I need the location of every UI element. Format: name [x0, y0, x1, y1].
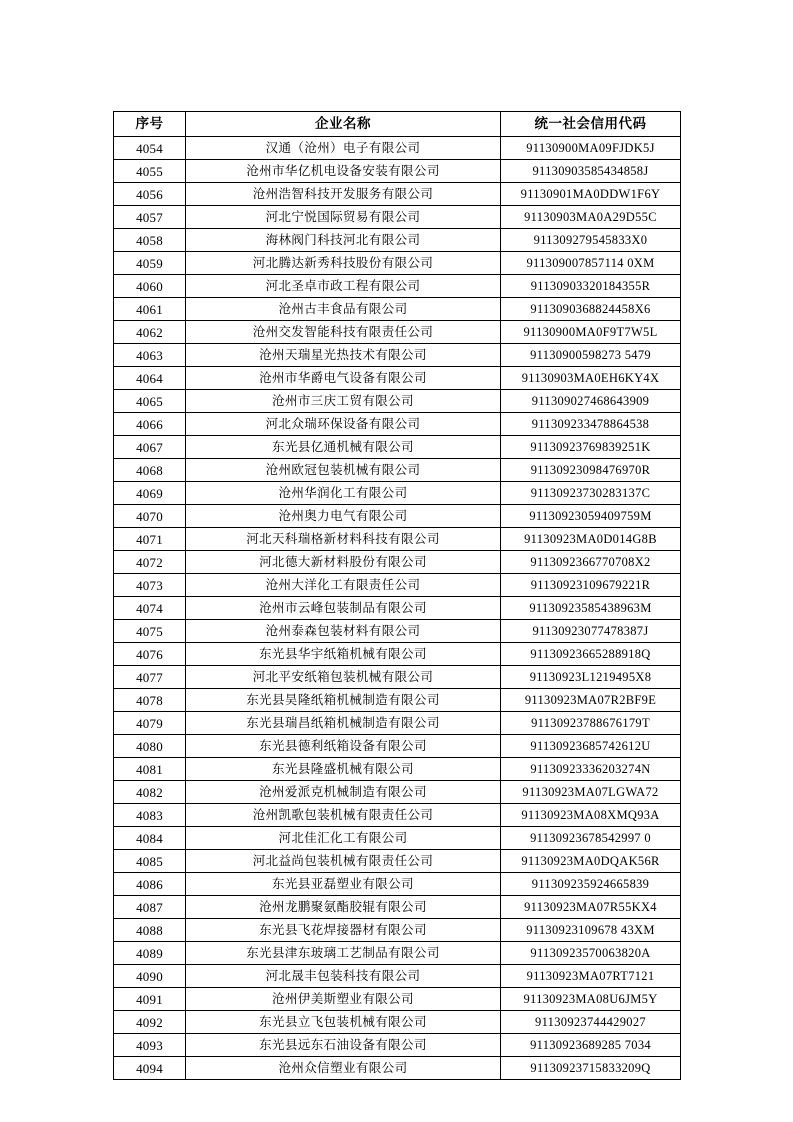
- cell-company-name: 沧州华润化工有限公司: [186, 482, 501, 505]
- table-row: [114, 459, 681, 482]
- cell-credit-code: 9113092366770708X2: [501, 551, 681, 574]
- table-row: [114, 666, 681, 689]
- cell-credit-code: 911309233478864538: [501, 413, 681, 436]
- cell-credit-code: 91130900MA09FJDK5J: [501, 137, 681, 160]
- cell-sequence: 4070: [114, 505, 186, 528]
- table-row: [114, 896, 681, 919]
- cell-credit-code: 911309027468643909: [501, 390, 681, 413]
- table-row: [114, 965, 681, 988]
- cell-sequence: 4055: [114, 160, 186, 183]
- cell-company-name: 沧州天瑞星光热技术有限公司: [186, 344, 501, 367]
- cell-sequence: 4058: [114, 229, 186, 252]
- cell-company-name: 汉通（沧州）电子有限公司: [186, 137, 501, 160]
- cell-sequence: 4054: [114, 137, 186, 160]
- cell-credit-code: 91130923570063820A: [501, 942, 681, 965]
- cell-company-name: 河北德大新材料股份有限公司: [186, 551, 501, 574]
- table-header-row: [114, 112, 681, 137]
- cell-company-name: 东光县亚磊塑业有限公司: [186, 873, 501, 896]
- cell-credit-code: 91130923685742612U: [501, 735, 681, 758]
- cell-sequence: 4090: [114, 965, 186, 988]
- cell-company-name: 东光县立飞包装机械有限公司: [186, 1011, 501, 1034]
- table-row: [114, 183, 681, 206]
- cell-credit-code: 91130923MA07LGWA72: [501, 781, 681, 804]
- cell-company-name: 沧州众信塑业有限公司: [186, 1057, 501, 1080]
- cell-credit-code: 91130923MA0D014G8B: [501, 528, 681, 551]
- cell-company-name: 沧州泰森包装材料有限公司: [186, 620, 501, 643]
- cell-sequence: 4087: [114, 896, 186, 919]
- table-row: [114, 551, 681, 574]
- cell-company-name: 沧州大洋化工有限责任公司: [186, 574, 501, 597]
- cell-company-name: 东光县亿通机械有限公司: [186, 436, 501, 459]
- table-row: [114, 436, 681, 459]
- cell-company-name: 东光县隆盛机械有限公司: [186, 758, 501, 781]
- table-row: [114, 919, 681, 942]
- cell-credit-code: 91130923MA07RT7121: [501, 965, 681, 988]
- cell-sequence: 4083: [114, 804, 186, 827]
- table-row: [114, 298, 681, 321]
- cell-credit-code: 91130923109678 43XM: [501, 919, 681, 942]
- cell-company-name: 河北众瑞环保设备有限公司: [186, 413, 501, 436]
- cell-credit-code: 91130923788676179T: [501, 712, 681, 735]
- cell-credit-code: 91130923336203274N: [501, 758, 681, 781]
- table-row: [114, 160, 681, 183]
- cell-credit-code: 91130903320184355R: [501, 275, 681, 298]
- cell-company-name: 沧州龙鹏聚氨酯胶辊有限公司: [186, 896, 501, 919]
- cell-credit-code: 91130903MA0EH6KY4X: [501, 367, 681, 390]
- table-row: [114, 827, 681, 850]
- cell-sequence: 4059: [114, 252, 186, 275]
- cell-sequence: 4094: [114, 1057, 186, 1080]
- cell-credit-code: 91130923769839251K: [501, 436, 681, 459]
- cell-company-name: 东光县飞花焊接器材有限公司: [186, 919, 501, 942]
- cell-company-name: 沧州市华爵电气设备有限公司: [186, 367, 501, 390]
- cell-credit-code: 91130923MA07R2BF9E: [501, 689, 681, 712]
- cell-sequence: 4093: [114, 1034, 186, 1057]
- table-row: [114, 873, 681, 896]
- cell-sequence: 4074: [114, 597, 186, 620]
- cell-company-name: 沧州凯歌包装机械有限责任公司: [186, 804, 501, 827]
- cell-sequence: 4071: [114, 528, 186, 551]
- table-row: [114, 482, 681, 505]
- cell-credit-code: 9113090368824458X6: [501, 298, 681, 321]
- cell-credit-code: 911309235924665839: [501, 873, 681, 896]
- table-row: [114, 988, 681, 1011]
- table-row: [114, 229, 681, 252]
- cell-company-name: 沧州浩智科技开发服务有限公司: [186, 183, 501, 206]
- cell-sequence: 4060: [114, 275, 186, 298]
- cell-sequence: 4061: [114, 298, 186, 321]
- cell-credit-code: 91130903MA0A29D55C: [501, 206, 681, 229]
- table-row: [114, 758, 681, 781]
- cell-credit-code: 91130923059409759M: [501, 505, 681, 528]
- cell-sequence: 4065: [114, 390, 186, 413]
- cell-company-name: 沧州市三庆工贸有限公司: [186, 390, 501, 413]
- cell-company-name: 河北平安纸箱包装机械有限公司: [186, 666, 501, 689]
- cell-company-name: 河北益尚包装机械有限责任公司: [186, 850, 501, 873]
- cell-sequence: 4073: [114, 574, 186, 597]
- cell-sequence: 4067: [114, 436, 186, 459]
- cell-company-name: 沧州市华亿机电设备安装有限公司: [186, 160, 501, 183]
- cell-credit-code: 91130923MA08U6JM5Y: [501, 988, 681, 1011]
- table-header: [114, 112, 681, 137]
- cell-sequence: 4062: [114, 321, 186, 344]
- cell-sequence: 4088: [114, 919, 186, 942]
- cell-credit-code: 91130923689285 7034: [501, 1034, 681, 1057]
- cell-sequence: 4085: [114, 850, 186, 873]
- cell-sequence: 4057: [114, 206, 186, 229]
- cell-sequence: 4092: [114, 1011, 186, 1034]
- cell-sequence: 4066: [114, 413, 186, 436]
- cell-company-name: 东光县津东玻璃工艺制品有限公司: [186, 942, 501, 965]
- table-row: [114, 206, 681, 229]
- cell-sequence: 4064: [114, 367, 186, 390]
- table-row: [114, 597, 681, 620]
- cell-credit-code: 91130903585434858J: [501, 160, 681, 183]
- cell-credit-code: 91130923665288918Q: [501, 643, 681, 666]
- cell-sequence: 4063: [114, 344, 186, 367]
- cell-credit-code: 91130923585438963M: [501, 597, 681, 620]
- cell-sequence: 4081: [114, 758, 186, 781]
- column-header-credit-code: 统一社会信用代码: [501, 112, 681, 137]
- table-row: [114, 643, 681, 666]
- cell-company-name: 东光县昊隆纸箱机械制造有限公司: [186, 689, 501, 712]
- table-row: [114, 574, 681, 597]
- cell-sequence: 4068: [114, 459, 186, 482]
- cell-credit-code: 91130923109679221R: [501, 574, 681, 597]
- cell-company-name: 东光县德利纸箱设备有限公司: [186, 735, 501, 758]
- table-row: [114, 1011, 681, 1034]
- table-row: [114, 390, 681, 413]
- cell-credit-code: 91130923098476970R: [501, 459, 681, 482]
- cell-sequence: 4069: [114, 482, 186, 505]
- table-row: [114, 804, 681, 827]
- table-body: [114, 137, 681, 1080]
- cell-company-name: 河北晟丰包装科技有限公司: [186, 965, 501, 988]
- cell-sequence: 4091: [114, 988, 186, 1011]
- cell-credit-code: 91130923715833209Q: [501, 1057, 681, 1080]
- table-row: [114, 505, 681, 528]
- cell-company-name: 沧州奥力电气有限公司: [186, 505, 501, 528]
- table-row: [114, 942, 681, 965]
- table-row: [114, 413, 681, 436]
- cell-sequence: 4086: [114, 873, 186, 896]
- cell-sequence: 4089: [114, 942, 186, 965]
- cell-credit-code: 91130923L1219495X8: [501, 666, 681, 689]
- table-row: [114, 252, 681, 275]
- cell-company-name: 东光县华宇纸箱机械有限公司: [186, 643, 501, 666]
- cell-sequence: 4056: [114, 183, 186, 206]
- table-row: [114, 344, 681, 367]
- cell-credit-code: 91130923077478387J: [501, 620, 681, 643]
- cell-company-name: 沧州伊美斯塑业有限公司: [186, 988, 501, 1011]
- cell-company-name: 河北佳汇化工有限公司: [186, 827, 501, 850]
- cell-sequence: 4080: [114, 735, 186, 758]
- cell-company-name: 沧州爱派克机械制造有限公司: [186, 781, 501, 804]
- cell-company-name: 沧州交发智能科技有限责任公司: [186, 321, 501, 344]
- cell-sequence: 4077: [114, 666, 186, 689]
- table-row: [114, 781, 681, 804]
- table-row: [114, 689, 681, 712]
- table-row: [114, 528, 681, 551]
- cell-company-name: 河北圣卓市政工程有限公司: [186, 275, 501, 298]
- cell-company-name: 沧州古丰食品有限公司: [186, 298, 501, 321]
- company-registry-table: [113, 111, 681, 1080]
- cell-credit-code: 911309279545833X0: [501, 229, 681, 252]
- cell-sequence: 4072: [114, 551, 186, 574]
- table-row: [114, 137, 681, 160]
- table-row: [114, 620, 681, 643]
- cell-credit-code: 91130923678542997 0: [501, 827, 681, 850]
- cell-company-name: 沧州欧冠包装机械有限公司: [186, 459, 501, 482]
- cell-company-name: 河北天科瑞格新材料科技有限公司: [186, 528, 501, 551]
- cell-sequence: 4084: [114, 827, 186, 850]
- cell-credit-code: 91130923MA08XMQ93A: [501, 804, 681, 827]
- table-row: [114, 367, 681, 390]
- cell-sequence: 4076: [114, 643, 186, 666]
- column-header-sequence: 序号: [114, 112, 186, 137]
- cell-company-name: 河北宁悦国际贸易有限公司: [186, 206, 501, 229]
- cell-company-name: 沧州市云峰包装制品有限公司: [186, 597, 501, 620]
- column-header-company-name: 企业名称: [186, 112, 501, 137]
- cell-credit-code: 911309007857114 0XM: [501, 252, 681, 275]
- cell-company-name: 东光县瑞昌纸箱机械制造有限公司: [186, 712, 501, 735]
- cell-company-name: 东光县远东石油设备有限公司: [186, 1034, 501, 1057]
- cell-credit-code: 91130923730283137C: [501, 482, 681, 505]
- cell-sequence: 4082: [114, 781, 186, 804]
- cell-company-name: 河北腾达新秀科技股份有限公司: [186, 252, 501, 275]
- cell-credit-code: 91130900598273 5479: [501, 344, 681, 367]
- cell-credit-code: 91130900MA0F9T7W5L: [501, 321, 681, 344]
- cell-credit-code: 91130923744429027: [501, 1011, 681, 1034]
- table-row: [114, 1057, 681, 1080]
- table-row: [114, 275, 681, 298]
- table-row: [114, 850, 681, 873]
- table-row: [114, 735, 681, 758]
- table-row: [114, 1034, 681, 1057]
- cell-credit-code: 91130901MA0DDW1F6Y: [501, 183, 681, 206]
- cell-sequence: 4075: [114, 620, 186, 643]
- cell-credit-code: 91130923MA0DQAK56R: [501, 850, 681, 873]
- table-row: [114, 321, 681, 344]
- cell-sequence: 4079: [114, 712, 186, 735]
- cell-company-name: 海林阀门科技河北有限公司: [186, 229, 501, 252]
- cell-sequence: 4078: [114, 689, 186, 712]
- cell-credit-code: 91130923MA07R55KX4: [501, 896, 681, 919]
- table-row: [114, 712, 681, 735]
